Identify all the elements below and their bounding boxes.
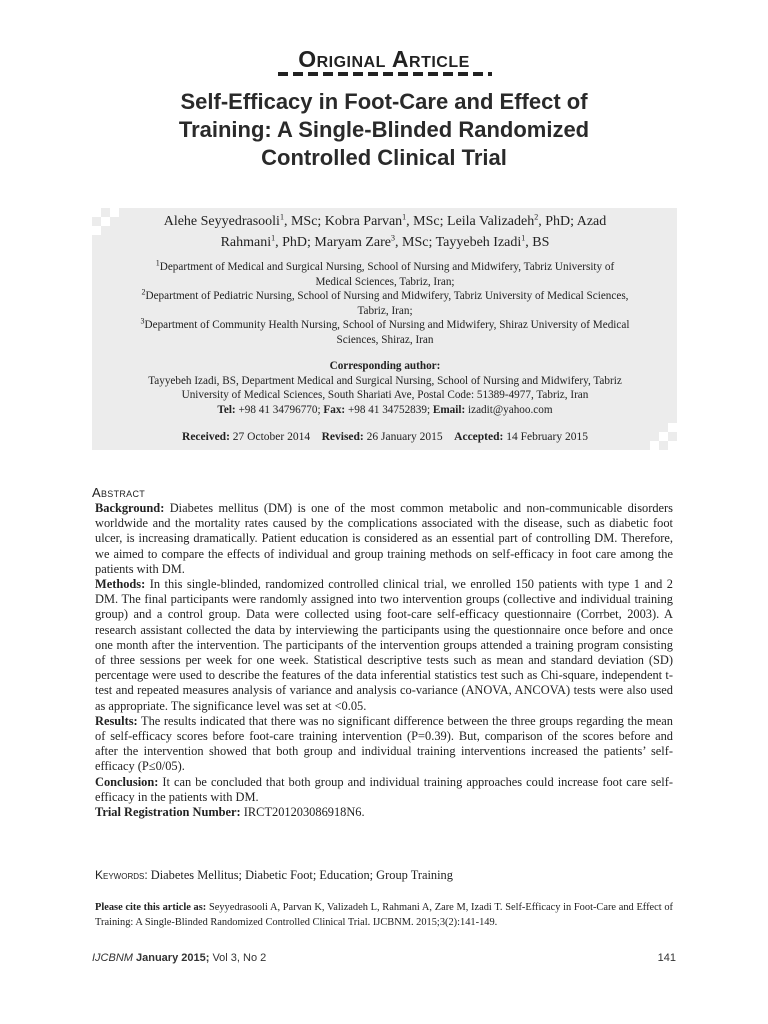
author-degree: , MSc; (406, 214, 448, 229)
footer-volume: Vol 3, No 2 (209, 952, 267, 964)
fax-value: +98 41 34752839; (345, 403, 433, 416)
background-label: Background: (95, 501, 165, 515)
affiliation-marker: 1 (271, 233, 276, 243)
citation-label: Please cite this article as: (95, 902, 207, 913)
author-degree: , MSc; (283, 214, 325, 229)
author-name: Rahmani (220, 235, 272, 250)
citation-text: Seyyedrasooli A, Parvan K, Valizadeh L, Rahmani A, Zare M, Izadi T. Self-Efficacy in Foot-Care and Effect of Training: A Single-Blinded Randomized Controlled Clinical Trial. IJCBNM. 2015;3(2):141-149. (95, 902, 674, 928)
affiliation-marker: 2 (534, 212, 539, 222)
page-number: 141 (657, 952, 676, 964)
affiliation-marker: 1 (402, 212, 407, 222)
affiliation-text: Tabriz, Iran; (357, 304, 413, 317)
article-title (84, 88, 684, 172)
tel-value: +98 41 34796770; (235, 403, 324, 416)
accepted-label: Accepted: (454, 431, 504, 443)
article-dates (98, 431, 672, 443)
affiliation-line (98, 289, 672, 304)
author-name: Leila Valizadeh (447, 214, 535, 229)
title-line-3: Controlled Clinical Trial (261, 145, 507, 170)
conclusion-label: Conclusion: (95, 774, 159, 789)
affiliation-marker: 3 (391, 233, 395, 243)
footer-issue-date: January 2015; (136, 952, 210, 964)
received-label: Received: (182, 431, 230, 443)
title-line-2: Training: A Single-Blinded Randomized (178, 117, 590, 142)
conclusion-text: It can be concluded that both group and individual training approaches could increase foot care self-efficacy in the patients with DM. (95, 774, 673, 804)
tel-label: Tel: (217, 403, 236, 416)
fax-label: Fax: (323, 403, 346, 416)
affiliation-text: Department of Pediatric Nursing, School of Nursing and Midwifery, Tabriz University of Medical Sciences, (145, 290, 629, 302)
dashed-rule (278, 72, 492, 76)
affiliation-text: Department of Medical and Surgical Nursing, School of Nursing and Midwifery, Tabriz University of (159, 261, 615, 273)
affiliation-text: Sciences, Shiraz, Iran (336, 333, 434, 346)
corresponding-address-line-1: Tayyebeh Izadi, BS, Department Medical and Surgical Nursing, School of Nursing and Midwifery, Tabriz (148, 374, 622, 387)
accepted-date: 14 February 2015 (503, 431, 588, 443)
author-name: Tayyebeh Izadi (435, 235, 522, 250)
affiliation-text: Medical Sciences, Tabriz, Iran; (315, 275, 455, 288)
footer-journal-info (92, 952, 266, 964)
author-list (100, 211, 670, 253)
affiliation-marker: 1 (521, 233, 526, 243)
corresponding-contact (98, 403, 672, 418)
trial-label: Trial Registration Number: (95, 805, 241, 820)
results-label: Results: (95, 713, 138, 728)
email-label: Email: (432, 403, 466, 416)
author-name: Maryam Zare (314, 235, 391, 250)
trial-number: IRCT201203086918N6. (240, 805, 365, 820)
article-type-heading: Original Article (298, 46, 470, 72)
methods-text: In this single-blinded, randomized controlled clinical trial, we enrolled 150 patients with type 1 and 2 DM. The final participants were randomly assigned into two intervention groups (collective and individual training group) and a control group. Data were collected using foot-care self-efficacy questionnaire (Corrbet, 2003). A research assistant collected the data by interviewing the participants using the questionnaire once before and once one month after the intervention. The participants of the intervention groups attended a training program consisting of three sessions per week for one week. Statistical descriptive tests such as mean and standard deviation (SD) percentage were used to describe the features of the data inferential statistics test such as Chi-square, independent t-test and repeated measures analysis of variance and analysis co-variance (ANOVA, ANCOVA) tests were also used as appropriate. The significance level was set at <0.05. (95, 577, 673, 713)
abstract-conclusion (95, 775, 673, 805)
revised-label: Revised: (321, 431, 364, 443)
background-text: Diabetes mellitus (DM) is one of the most common metabolic and non-communicable disorders worldwide and the mortality rates caused by the complications associated with the disease, such as diabetic foot ulcer, is increasing dramatically. Patient education is considered as an essential part of controlling DM. Therefore, we aimed to compare the effects of individual and group training methods on self-efficacy in foot care among the patients with DM. (95, 501, 673, 576)
author-line-2 (100, 232, 670, 253)
affiliation-marker: 1 (279, 212, 284, 222)
abstract-trial-registration (95, 805, 673, 820)
author-degree: , BS (525, 235, 550, 250)
abstract-background (95, 501, 673, 577)
corresponding-address-line-2: University of Medical Sciences, South Shariati Ave, Postal Code: 51389-4977, Tabriz, Iran (181, 389, 589, 401)
abstract-results (95, 714, 673, 775)
corresponding-author (98, 359, 672, 417)
author-degree: , MSc; (395, 235, 436, 250)
author-degree: , PhD; Azad (538, 214, 607, 229)
affiliation-line (98, 260, 672, 275)
author-line-1 (100, 211, 670, 232)
keywords-label: Keywords: (95, 868, 148, 882)
keywords-text: Diabetes Mellitus; Diabetic Foot; Education; Group Training (147, 868, 453, 882)
affiliation-marker: 3 (140, 316, 145, 326)
affiliation-line (98, 318, 672, 333)
affiliation-1 (98, 260, 672, 289)
email-value[interactable]: izadit@yahoo.com (465, 403, 553, 416)
affiliation-marker: 1 (155, 258, 160, 268)
title-line-1: Self-Efficacy in Foot-Care and Effect of (180, 89, 588, 114)
footer-journal: IJCBNM (92, 952, 136, 964)
abstract-methods (95, 577, 673, 714)
affiliation-text: Department of Community Health Nursing, School of Nursing and Midwifery, Shiraz University of Medical (144, 319, 630, 331)
affiliation-marker: 2 (141, 287, 146, 297)
results-text: The results indicated that there was no significant difference between the three groups regarding the mean of self-efficacy scores before foot-care training intervention (P=0.39). But, comparison of the scores before and after the intervention showed that both group and individual training interventions increased the patients’ self-efficacy (P≤0/05). (95, 713, 673, 774)
author-degree: , PhD; (275, 235, 315, 250)
citation (95, 900, 673, 930)
abstract-body (95, 501, 673, 820)
author-name: Alehe Seyyedrasooli (163, 214, 280, 229)
keywords (95, 868, 673, 883)
methods-label: Methods: (95, 577, 146, 592)
author-name: Kobra Parvan (324, 214, 403, 229)
corresponding-heading: Corresponding author: (329, 360, 441, 372)
revised-date: 26 January 2015 (363, 431, 443, 443)
affiliation-3 (98, 318, 672, 347)
received-date: 27 October 2014 (229, 431, 311, 443)
abstract-heading: Abstract (92, 485, 146, 500)
affiliation-2 (98, 289, 672, 318)
